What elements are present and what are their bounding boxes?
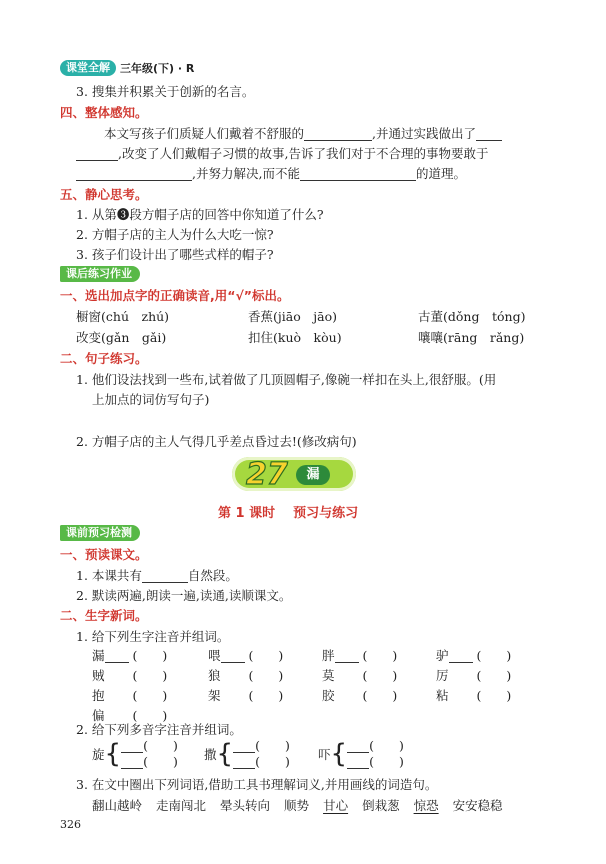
sentence-q2: 2. 方帽子店的主人气得几乎差点昏过去!(修改病句) (76, 434, 357, 449)
word-paren[interactable]: ( ) (255, 738, 290, 753)
char-label: 架 (208, 688, 221, 703)
word-paren[interactable]: ( ) (362, 648, 398, 663)
sentence-q1-line2: 上加点的词仿写句子) (92, 392, 210, 407)
after-class-bar: 课后练习作业 (60, 266, 140, 282)
pre-class-bar: 课前预习检测 (60, 525, 140, 541)
char-item (436, 666, 511, 684)
char-label: 胖 (322, 648, 335, 663)
char-label: 偏 (92, 708, 105, 723)
vocab-word: 晕头转向 (220, 798, 271, 813)
char-item (436, 686, 511, 704)
section4-title: 四、整体感知。 (60, 105, 148, 120)
sentence-q1-line1: 1. 他们设法找到一些布,试着做了几顶圆帽子,像碗一样扣在头上,很舒服。(用 (76, 372, 497, 387)
word-paren[interactable]: ( ) (476, 688, 512, 703)
header-badge: 课堂全解 (60, 60, 116, 76)
polyphone-char: 撒 (204, 747, 217, 762)
pinyin-item: 扣住(kuò kòu) (248, 330, 342, 345)
word-paren[interactable]: ( ) (132, 668, 168, 683)
pinyin-blank[interactable] (121, 739, 143, 753)
char-item (208, 666, 283, 684)
char-item (322, 686, 397, 704)
char-item (436, 646, 511, 664)
char-label: 抱 (92, 688, 105, 703)
polyphone-item (92, 738, 178, 770)
pinyin-item: 橱窗(chú zhú) (76, 309, 170, 324)
word-paren[interactable]: ( ) (143, 754, 178, 769)
char-item (92, 666, 167, 684)
word-paren[interactable]: ( ) (369, 754, 404, 769)
vocab-word: 倒栽葱 (362, 798, 400, 813)
section4-line3: ,并努力解决,而不能 的道理。 (76, 164, 466, 182)
vocab-word: 安安稳稳 (452, 798, 503, 813)
char-item (92, 646, 167, 664)
word-paren[interactable]: ( ) (362, 688, 398, 703)
preview-title: 一、预读课文。 (60, 547, 148, 562)
section5-q3: 3. 孩子们设计出了哪些式样的帽子? (76, 247, 274, 262)
pinyin-item: 改变(gǎn gǎi) (76, 330, 167, 345)
char-item (322, 646, 397, 664)
section4-line1: 本文写孩子们质疑人们戴着不舒服的 ,并通过实践做出了 (104, 124, 502, 142)
preview-q1: 1. 本课共有 自然段。 (76, 568, 238, 583)
top-item-3: 3. 搜集并积累关于创新的名言。 (76, 84, 255, 99)
char-label: 粘 (436, 688, 449, 703)
char-label: 贼 (92, 668, 105, 683)
pinyin-item: 古董(dǒng tóng) (418, 309, 526, 324)
lesson-subtitle: 第 1 课时 预习与练习 (218, 506, 359, 521)
vocab-word: 顺势 (284, 798, 310, 813)
brace-icon: { (104, 739, 122, 769)
char-item (322, 666, 397, 684)
polyphone-char: 吓 (318, 747, 331, 762)
char-item (208, 646, 283, 664)
word-paren[interactable]: ( ) (132, 708, 168, 723)
vocab-word: 惊恐 (413, 798, 439, 813)
char-item (208, 686, 283, 704)
pinyin-item: 嚷嚷(rāng rǎng) (418, 330, 525, 345)
vocab-word: 翻山越岭 (92, 798, 143, 813)
pinyin-blank[interactable] (335, 649, 359, 663)
lesson-title: 漏 (296, 465, 330, 485)
word-paren[interactable]: ( ) (369, 738, 404, 753)
word-list (92, 796, 517, 814)
pinyin-blank[interactable] (449, 649, 473, 663)
polyphone-item (204, 738, 290, 770)
chars-q1: 1. 给下列生字注音并组词。 (76, 629, 230, 644)
word-paren[interactable]: ( ) (476, 648, 512, 663)
pinyin-blank[interactable] (121, 755, 143, 769)
word-paren[interactable]: ( ) (248, 688, 284, 703)
word-paren[interactable]: ( ) (248, 668, 284, 683)
word-paren[interactable]: ( ) (132, 648, 168, 663)
vocab-word: 走南闯北 (156, 798, 207, 813)
pinyin-blank[interactable] (221, 649, 245, 663)
pinyin-blank[interactable] (233, 739, 255, 753)
pinyin-blank[interactable] (347, 755, 369, 769)
char-label: 驴 (436, 648, 449, 663)
word-paren[interactable]: ( ) (248, 648, 284, 663)
pinyin-item: 香蕉(jiāo jāo) (248, 309, 337, 324)
sentence-title: 二、句子练习。 (60, 351, 148, 366)
pinyin-blank[interactable] (105, 649, 129, 663)
word-paren[interactable]: ( ) (132, 688, 168, 703)
section4-line2: ,改变了人们戴帽子习惯的故事,告诉了我们对于不合理的事物要敢于 (76, 144, 488, 162)
lesson-number: 27 (246, 457, 288, 492)
brace-icon: { (330, 739, 348, 769)
polyphone-item (318, 738, 404, 770)
polyphone-char: 旋 (92, 747, 105, 762)
pinyin-title: 一、选出加点字的正确读音,用“√”标出。 (60, 288, 290, 303)
vocab-word: 甘心 (323, 798, 349, 813)
char-label: 狼 (208, 668, 221, 683)
section5-title: 五、静心思考。 (60, 187, 148, 202)
chars-q2: 2. 给下列多音字注音并组词。 (76, 722, 242, 737)
word-paren[interactable]: ( ) (362, 668, 398, 683)
word-paren[interactable]: ( ) (476, 668, 512, 683)
char-label: 漏 (92, 648, 105, 663)
chars-title: 二、生字新词。 (60, 608, 148, 623)
pinyin-blank[interactable] (347, 739, 369, 753)
preview-q2: 2. 默读两遍,朗读一遍,读通,读顺课文。 (76, 588, 292, 603)
char-item (92, 686, 167, 704)
section5-q1: 1. 从第❸段方帽子店的回答中你知道了什么? (76, 207, 324, 222)
word-paren[interactable]: ( ) (143, 738, 178, 753)
char-label: 厉 (436, 668, 449, 683)
brace-icon: { (216, 739, 234, 769)
header-grade: 三年级(下) · R (120, 62, 195, 75)
section5-q2: 2. 方帽子店的主人为什么大吃一惊? (76, 227, 274, 242)
char-label: 喂 (208, 648, 221, 663)
word-paren[interactable]: ( ) (255, 754, 290, 769)
page-number: 326 (60, 818, 81, 831)
char-label: 胶 (322, 688, 335, 703)
pinyin-blank[interactable] (233, 755, 255, 769)
chars-q3: 3. 在文中圈出下列词语,借助工具书理解词义,并用画线的词造句。 (76, 777, 438, 792)
char-label: 莫 (322, 668, 335, 683)
